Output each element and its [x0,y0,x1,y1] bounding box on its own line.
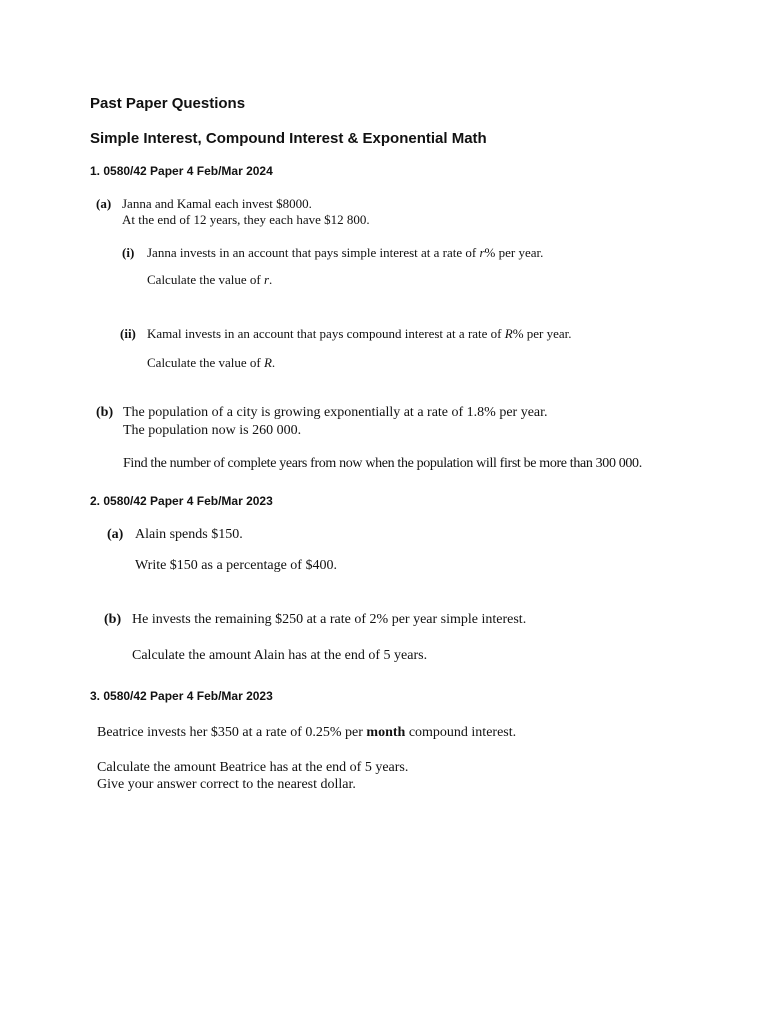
q2-a-label: (a) [107,527,124,542]
q1-heading: 1. 0580/42 Paper 4 Feb/Mar 2024 [90,164,273,178]
q2-heading: 2. 0580/42 Paper 4 Feb/Mar 2023 [90,494,273,508]
q1-a-line1: Janna and Kamal each invest $8000. [122,196,312,211]
q1-i-text: Janna invests in an account that pays simple interest at a rate of r% per year. [147,245,544,260]
q1-ii-label: (ii) [120,326,136,341]
q1-b-line3: Find the number of complete years from now when the population will first be more than 300 000. [123,456,642,471]
q2-a-line1: Alain spends $150. [135,527,243,542]
q2-b-line1: He invests the remaining $250 at a rate of 2% per year simple interest. [132,612,527,627]
q3-line2: Calculate the amount Beatrice has at the end of 5 years. [97,760,409,775]
q2-a-line2: Write $150 as a percentage of $400. [135,558,337,573]
q1-ii-text: Kamal invests in an account that pays compound interest at a rate of R% per year. [147,326,572,341]
q1-i-calc: Calculate the value of r. [147,272,273,287]
q1-b-line1: The population of a city is growing exponentially at a rate of 1.8% per year. [123,405,548,420]
q2-b-line2: Calculate the amount Alain has at the end of 5 years. [132,648,428,663]
q1-ii-calc: Calculate the value of R. [147,355,276,370]
q3-line1: Beatrice invests her $350 at a rate of 0.25% per month compound interest. [97,725,517,740]
q1-b-line2: The population now is 260 000. [123,423,302,438]
page-title: Past Paper Questions [90,95,246,112]
q3-heading: 3. 0580/42 Paper 4 Feb/Mar 2023 [90,689,273,703]
q1-i-label: (i) [122,245,135,260]
page-subtitle: Simple Interest, Compound Interest & Exponential Math [90,130,487,147]
q3-line3: Give your answer correct to the nearest dollar. [97,777,356,792]
q2-b-label: (b) [104,612,122,627]
q1-b-label: (b) [96,405,114,420]
q1-a-label: (a) [96,196,112,211]
q1-a-line2: At the end of 12 years, they each have $12 800. [122,212,370,227]
